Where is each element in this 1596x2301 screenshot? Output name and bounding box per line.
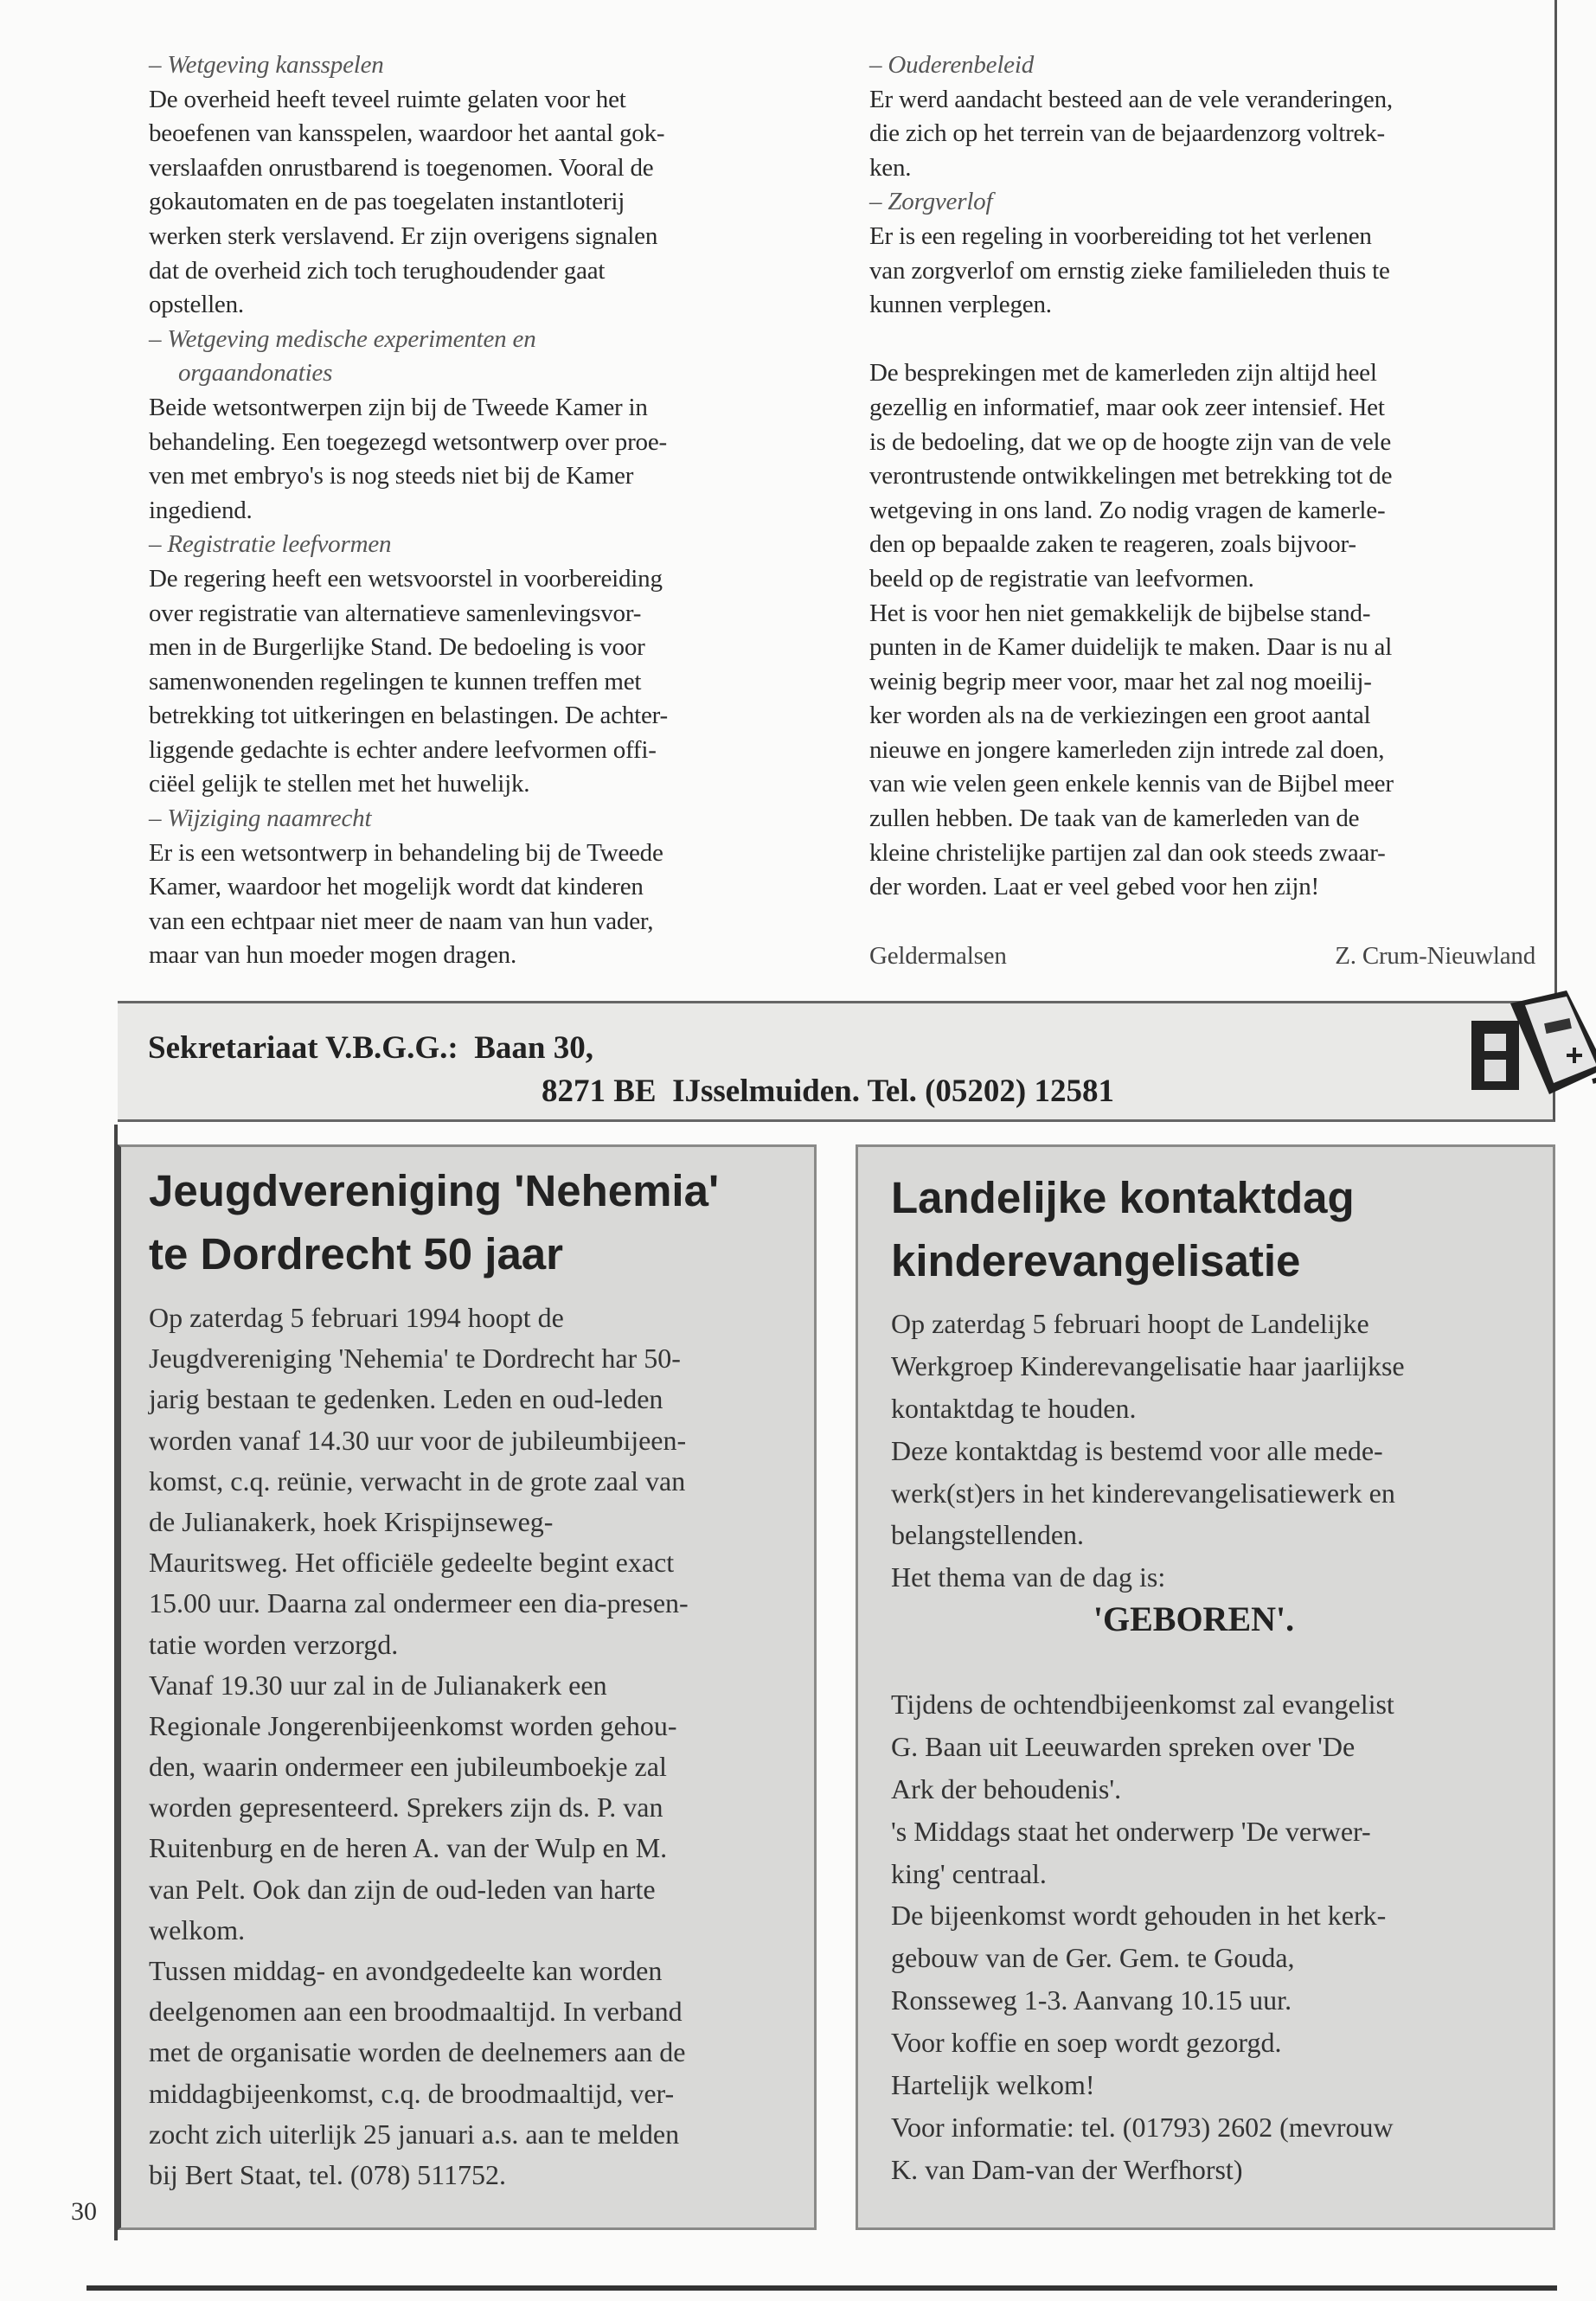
text-line: tatie worden verzorgd. — [149, 1628, 399, 1660]
text-line: ken. — [869, 153, 912, 182]
text-line: Beide wetsontwerpen zijn bij de Tweede Kamer in — [149, 393, 648, 421]
text-line: dat de overheid zich toch terughoudender gaat — [149, 256, 606, 285]
text-line — [869, 323, 1535, 357]
text-line: Er is een wetsontwerp in behandeling bij de Tweede — [149, 838, 663, 867]
text-line: Het is voor hen niet gemakkelijk de bijbelse stand- — [869, 599, 1371, 627]
page-number: 30 — [71, 2197, 97, 2226]
title-line: kinderevangelisatie — [891, 1236, 1301, 1285]
text-line: De regering heeft een wetsvoorstel in voorbereiding — [149, 564, 663, 593]
text-line: Ronsseweg 1-3. Aanvang 10.15 uur. — [891, 1984, 1292, 2016]
text-line: verontrustende ontwikkelingen met betrekking tot de — [869, 462, 1393, 490]
text-line: gebouw van de Ger. Gem. te Gouda, — [891, 1942, 1295, 1974]
text-line: Tijdens de ochtendbijeenkomst zal evangelist — [891, 1689, 1394, 1721]
text-line: jarig bestaan te gedenken. Leden en oud-leden — [149, 1383, 663, 1415]
text-line: men in de Burgerlijke Stand. De bedoeling is voor — [149, 633, 645, 662]
text-line: die zich op het terrein van de bejaardenzorg voltrek- — [869, 119, 1385, 148]
banner-line-2: 8271 BE IJsselmuiden. Tel. (05202) 12581 — [542, 1074, 1114, 1109]
text-line: wetgeving in ons land. Zo nodig vragen de kamerle- — [869, 496, 1386, 524]
text-line: welkom. — [149, 1913, 246, 1945]
text-line: Op zaterdag 5 februari hoopt de Landelijke — [891, 1308, 1369, 1339]
section-subheading: – Wetgeving kansspelen — [149, 51, 384, 79]
text-line: van zorgverlof om ernstig zieke familieleden thuis te — [869, 256, 1390, 285]
text-line: worden gepresenteerd. Sprekers zijn ds. P. van — [149, 1791, 663, 1823]
text-line: Het thema van de dag is: — [891, 1561, 1166, 1593]
text-line: de Julianakerk, hoek Krispijnseweg- — [149, 1505, 554, 1537]
text-line: kleine christelijke partijen zal dan ook steeds zwaar- — [869, 838, 1386, 867]
text-line: ker worden als na de verkiezingen een groot aantal — [869, 702, 1371, 730]
text-line: betrekking tot uitkeringen en belastingen. De achter- — [149, 702, 669, 730]
signature — [869, 939, 1535, 974]
text-line: Hartelijk welkom! — [891, 2069, 1095, 2101]
text-line: opstellen. — [149, 291, 244, 319]
text-line: Deze kontaktdag is bestemd voor alle mede- — [891, 1434, 1383, 1466]
text-line: Voor informatie: tel. (01793) 2602 (mevrouw — [891, 2111, 1394, 2143]
text-line: Op zaterdag 5 februari 1994 hoopt de — [149, 1302, 564, 1333]
text-line: is de bedoeling, dat we op de hoogte zijn van de vele — [869, 427, 1392, 456]
text-line: van Pelt. Ook dan zijn de oud-leden van harte — [149, 1873, 656, 1905]
section-subheading: – Zorgverlof — [869, 188, 993, 216]
article-title — [891, 1166, 1355, 1292]
text-line: middagbijeenkomst, c.q. de broodmaaltijd, ver- — [149, 2077, 675, 2109]
books-bible-icon — [1445, 986, 1596, 1103]
text-line: bij Bert Staat, tel. (078) 511752. — [149, 2158, 506, 2190]
text-line: kunnen verplegen. — [869, 291, 1052, 319]
text-line: gokautomaten en de pas toegelaten instantloterij — [149, 188, 625, 216]
bottom-rule — [87, 2285, 1557, 2291]
title-line: te Dordrecht 50 jaar — [149, 1229, 564, 1279]
text-line: samenwonenden regelingen te kunnen treffen met — [149, 667, 642, 695]
text-line: zullen hebben. De taak van de kamerleden van de — [869, 804, 1360, 833]
section-subheading: – Wijziging naamrecht — [149, 804, 372, 833]
section-subheading: – Registratie leefvormen — [149, 530, 392, 559]
text-line: Er is een regeling in voorbereiding tot het verlenen — [869, 221, 1372, 250]
text-line: 15.00 uur. Daarna zal ondermeer een dia-presen- — [149, 1587, 689, 1619]
text-line: Voor koffie en soep wordt gezorgd. — [891, 2027, 1282, 2059]
left-column-text — [149, 48, 806, 973]
text-line: maar van hun moeder mogen dragen. — [149, 941, 517, 970]
text-line: Vanaf 19.30 uur zal in de Julianakerk een — [149, 1669, 607, 1701]
text-line: van een echtpaar niet meer de naam van hun vader, — [149, 907, 654, 935]
text-line: ven met embryo's is nog steeds niet bij de Kamer — [149, 462, 634, 490]
text-line: De overheid heeft teveel ruimte gelaten voor het — [149, 85, 626, 113]
secretariat-banner — [118, 1001, 1555, 1122]
article-body — [891, 1303, 1497, 2191]
text-line: werken sterk verslavend. Er zijn overigens signalen — [149, 221, 658, 250]
text-line: Mauritsweg. Het officiële gedeelte begint exact — [149, 1547, 675, 1579]
text-line: beoefenen van kansspelen, waardoor het aantal gok- — [149, 119, 665, 148]
text-line: werk(st)ers in het kinderevangelisatiewerk en — [891, 1477, 1395, 1509]
article-nehemia — [118, 1144, 817, 2230]
text-line: ingediend. — [149, 496, 253, 524]
text-line: verslaafden onrustbarend is toegenomen. Vooral de — [149, 153, 654, 182]
text-line: belangstellenden. — [891, 1519, 1085, 1551]
text-line: van wie velen geen enkele kennis van de Bijbel meer — [869, 770, 1394, 798]
text-line: Tussen middag- en avondgedeelte kan worden — [149, 1955, 663, 1986]
text-line: zocht zich uiterlijk 25 januari a.s. aan te melden — [149, 2118, 680, 2150]
text-line: gezellig en informatief, maar ook zeer intensief. Het — [869, 393, 1385, 421]
text-line: king' centraal. — [891, 1857, 1047, 1889]
title-line: Jeugdvereniging 'Nehemia' — [149, 1166, 720, 1215]
title-line: Landelijke kontaktdag — [891, 1173, 1355, 1222]
text-line: Werkgroep Kinderevangelisatie haar jaarlijkse — [891, 1349, 1405, 1381]
text-line: Er werd aandacht besteed aan de vele veranderingen, — [869, 85, 1393, 113]
text-line: over registratie van alternatieve samenlevingsvor- — [149, 599, 642, 627]
article-kinderevangelisatie — [856, 1144, 1555, 2230]
text-line: Ruitenburg en de heren A. van der Wulp en M. — [149, 1832, 668, 1864]
text-line: den, waarin ondermeer een jubileumboekje zal — [149, 1751, 667, 1783]
text-line — [891, 1641, 1497, 1683]
text-line: De bijeenkomst wordt gehouden in het kerk- — [891, 1900, 1387, 1932]
signature-place: Geldermalsen — [869, 942, 1007, 970]
signature-author: Z. Crum-Nieuwland — [1335, 942, 1535, 970]
text-line: met de organisatie worden de deelnemers aan de — [149, 2036, 686, 2068]
right-column-text — [869, 48, 1535, 939]
banner-line-1: Sekretariaat V.B.G.G.: Baan 30, — [148, 1030, 593, 1066]
text-line: Regionale Jongerenbijeenkomst worden gehou- — [149, 1709, 677, 1741]
text-line — [869, 905, 1535, 939]
text-line: weinig begrip meer voor, maar het zal nog moeilij- — [869, 667, 1372, 695]
text-line: worden vanaf 14.30 uur voor de jubileumbijeen- — [149, 1424, 687, 1456]
text-line: Ark der behoudenis'. — [891, 1772, 1122, 1804]
text-line: 's Middags staat het onderwerp 'De verwer- — [891, 1815, 1371, 1847]
text-line: liggende gedachte is echter andere leefvormen offi- — [149, 735, 657, 764]
text-line: K. van Dam-van der Werfhorst) — [891, 2153, 1243, 2185]
text-line: punten in de Kamer duidelijk te maken. Daar is nu al — [869, 633, 1393, 662]
text-line: nieuwe en jongere kamerleden zijn intrede zal doen, — [869, 735, 1385, 764]
text-line: Jeugdvereniging 'Nehemia' te Dordrecht har 50- — [149, 1343, 681, 1375]
text-line: ciëel gelijk te stellen met het huwelijk. — [149, 770, 530, 798]
article-body — [149, 1298, 689, 2195]
text-line: Kamer, waardoor het mogelijk wordt dat kinderen — [149, 873, 644, 901]
text-line: komst, c.q. reünie, verwacht in de grote zaal van — [149, 1465, 686, 1497]
text-line: G. Baan uit Leeuwarden spreken over 'De — [891, 1730, 1356, 1762]
theme-heading: 'GEBOREN'. — [1093, 1599, 1295, 1639]
section-subheading: orgaandonaties — [178, 359, 333, 388]
text-line: den op bepaalde zaken te reageren, zoals bijvoor- — [869, 530, 1356, 559]
text-line: deelgenomen aan een broodmaaltijd. In verband — [149, 1996, 683, 2028]
text-line: der worden. Laat er veel gebed voor hen zijn! — [869, 873, 1320, 901]
text-line: kontaktdag te houden. — [891, 1392, 1137, 1424]
section-subheading: – Ouderenbeleid — [869, 51, 1035, 79]
column-rule — [1554, 0, 1557, 1003]
text-line: behandeling. Een toegezegd wetsontwerp over proe- — [149, 427, 667, 456]
section-subheading: – Wetgeving medische experimenten en — [149, 324, 536, 353]
text-line: beeld op de registratie van leefvormen. — [869, 564, 1254, 593]
text-line: De besprekingen met de kamerleden zijn altijd heel — [869, 359, 1377, 388]
article-title — [149, 1159, 719, 1285]
